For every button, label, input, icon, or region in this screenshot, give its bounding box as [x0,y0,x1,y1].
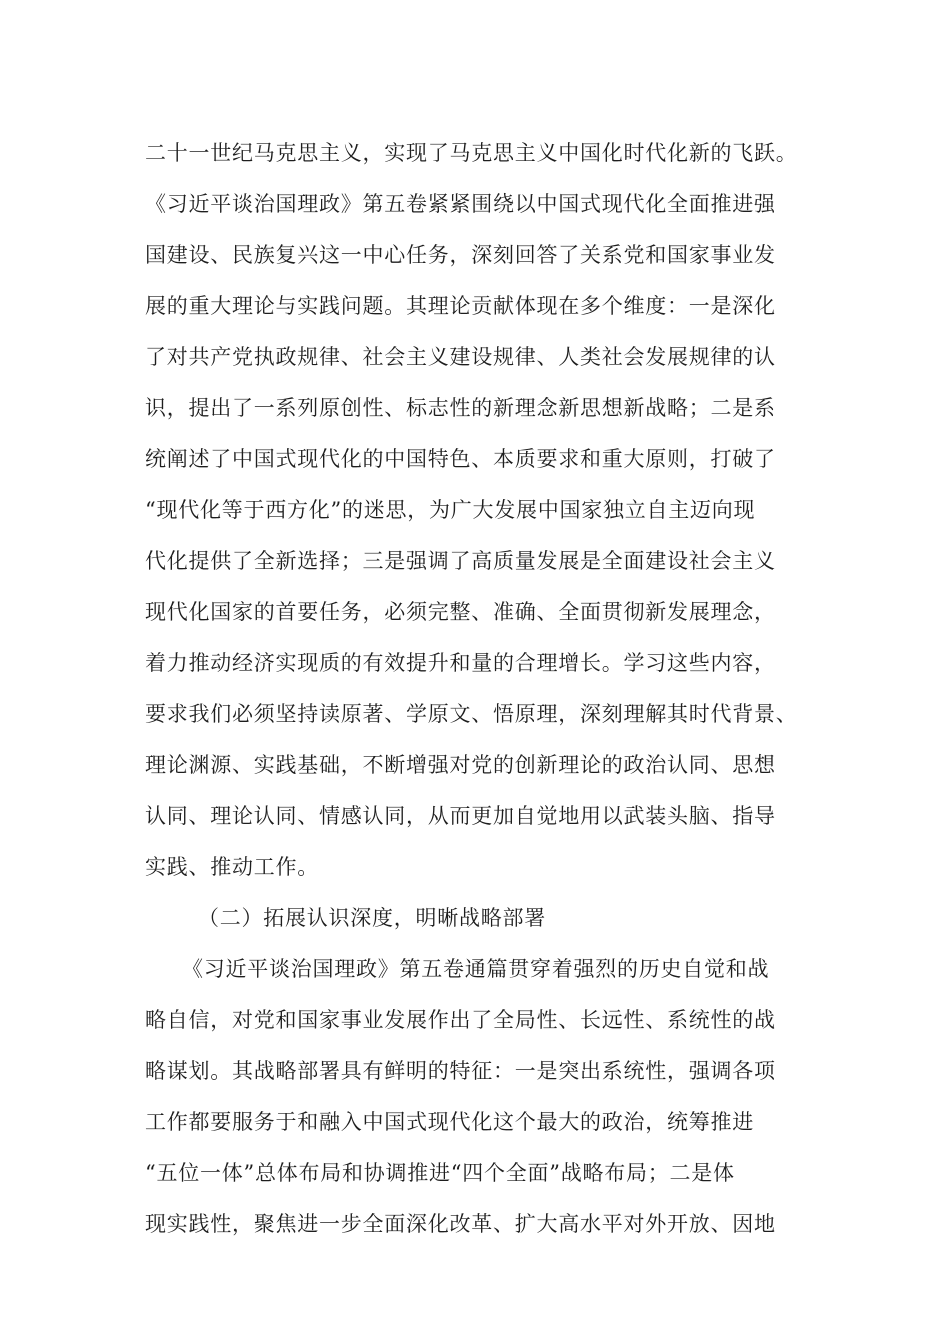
text-line: 《习近平谈治国理政》第五卷通篇贯穿着强烈的历史自觉和战 [182,957,770,981]
text-line: 着力推动经济实现质的有效提升和量的合理增长。学习这些内容， [145,651,776,675]
text-line: 现代化国家的首要任务，必须完整、准确、全面贯彻新发展理念， [145,600,776,624]
text-line: 略自信，对党和国家事业发展作出了全局性、长远性、系统性的战 [145,1008,776,1032]
text-line: 展的重大理论与实践问题。其理论贡献体现在多个维度：一是深化 [145,294,776,318]
section-heading: （二）拓展认识深度，明晰战略部署 [198,906,546,930]
text-line: 工作都要服务于和融入中国式现代化这个最大的政治，统筹推进 [145,1110,754,1134]
text-line: 要求我们必须坚持读原著、学原文、悟原理，深刻理解其时代背景、 [145,702,798,726]
text-line: “五位一体”总体布局和协调推进“四个全面”战略布局；二是体 [145,1161,735,1185]
text-line: “现代化等于西方化”的迷思，为广大发展中国家独立自主迈向现 [145,498,756,522]
text-line: 认同、理论认同、情感认同，从而更加自觉地用以武装头脑、指导 [145,804,776,828]
text-line: 统阐述了中国式现代化的中国特色、本质要求和重大原则，打破了 [145,447,776,471]
text-line: 实践、推动工作。 [145,855,319,879]
text-line: 《习近平谈治国理政》第五卷紧紧围绕以中国式现代化全面推进强 [145,192,776,216]
text-line: 了对共产党执政规律、社会主义建设规律、人类社会发展规律的认 [145,345,776,369]
text-line: 国建设、民族复兴这一中心任务，深刻回答了关系党和国家事业发 [145,243,776,267]
text-line: 现实践性，聚焦进一步全面深化改革、扩大高水平对外开放、因地 [145,1212,776,1236]
text-line: 二十一世纪马克思主义，实现了马克思主义中国化时代化新的飞跃。 [145,141,798,165]
text-line: 略谋划。其战略部署具有鲜明的特征：一是突出系统性，强调各项 [145,1059,776,1083]
text-line: 代化提供了全新选择；三是强调了高质量发展是全面建设社会主义 [145,549,776,573]
text-line: 理论渊源、实践基础，不断增强对党的创新理论的政治认同、思想 [145,753,776,777]
text-line: 识，提出了一系列原创性、标志性的新理念新思想新战略；二是系 [145,396,776,420]
